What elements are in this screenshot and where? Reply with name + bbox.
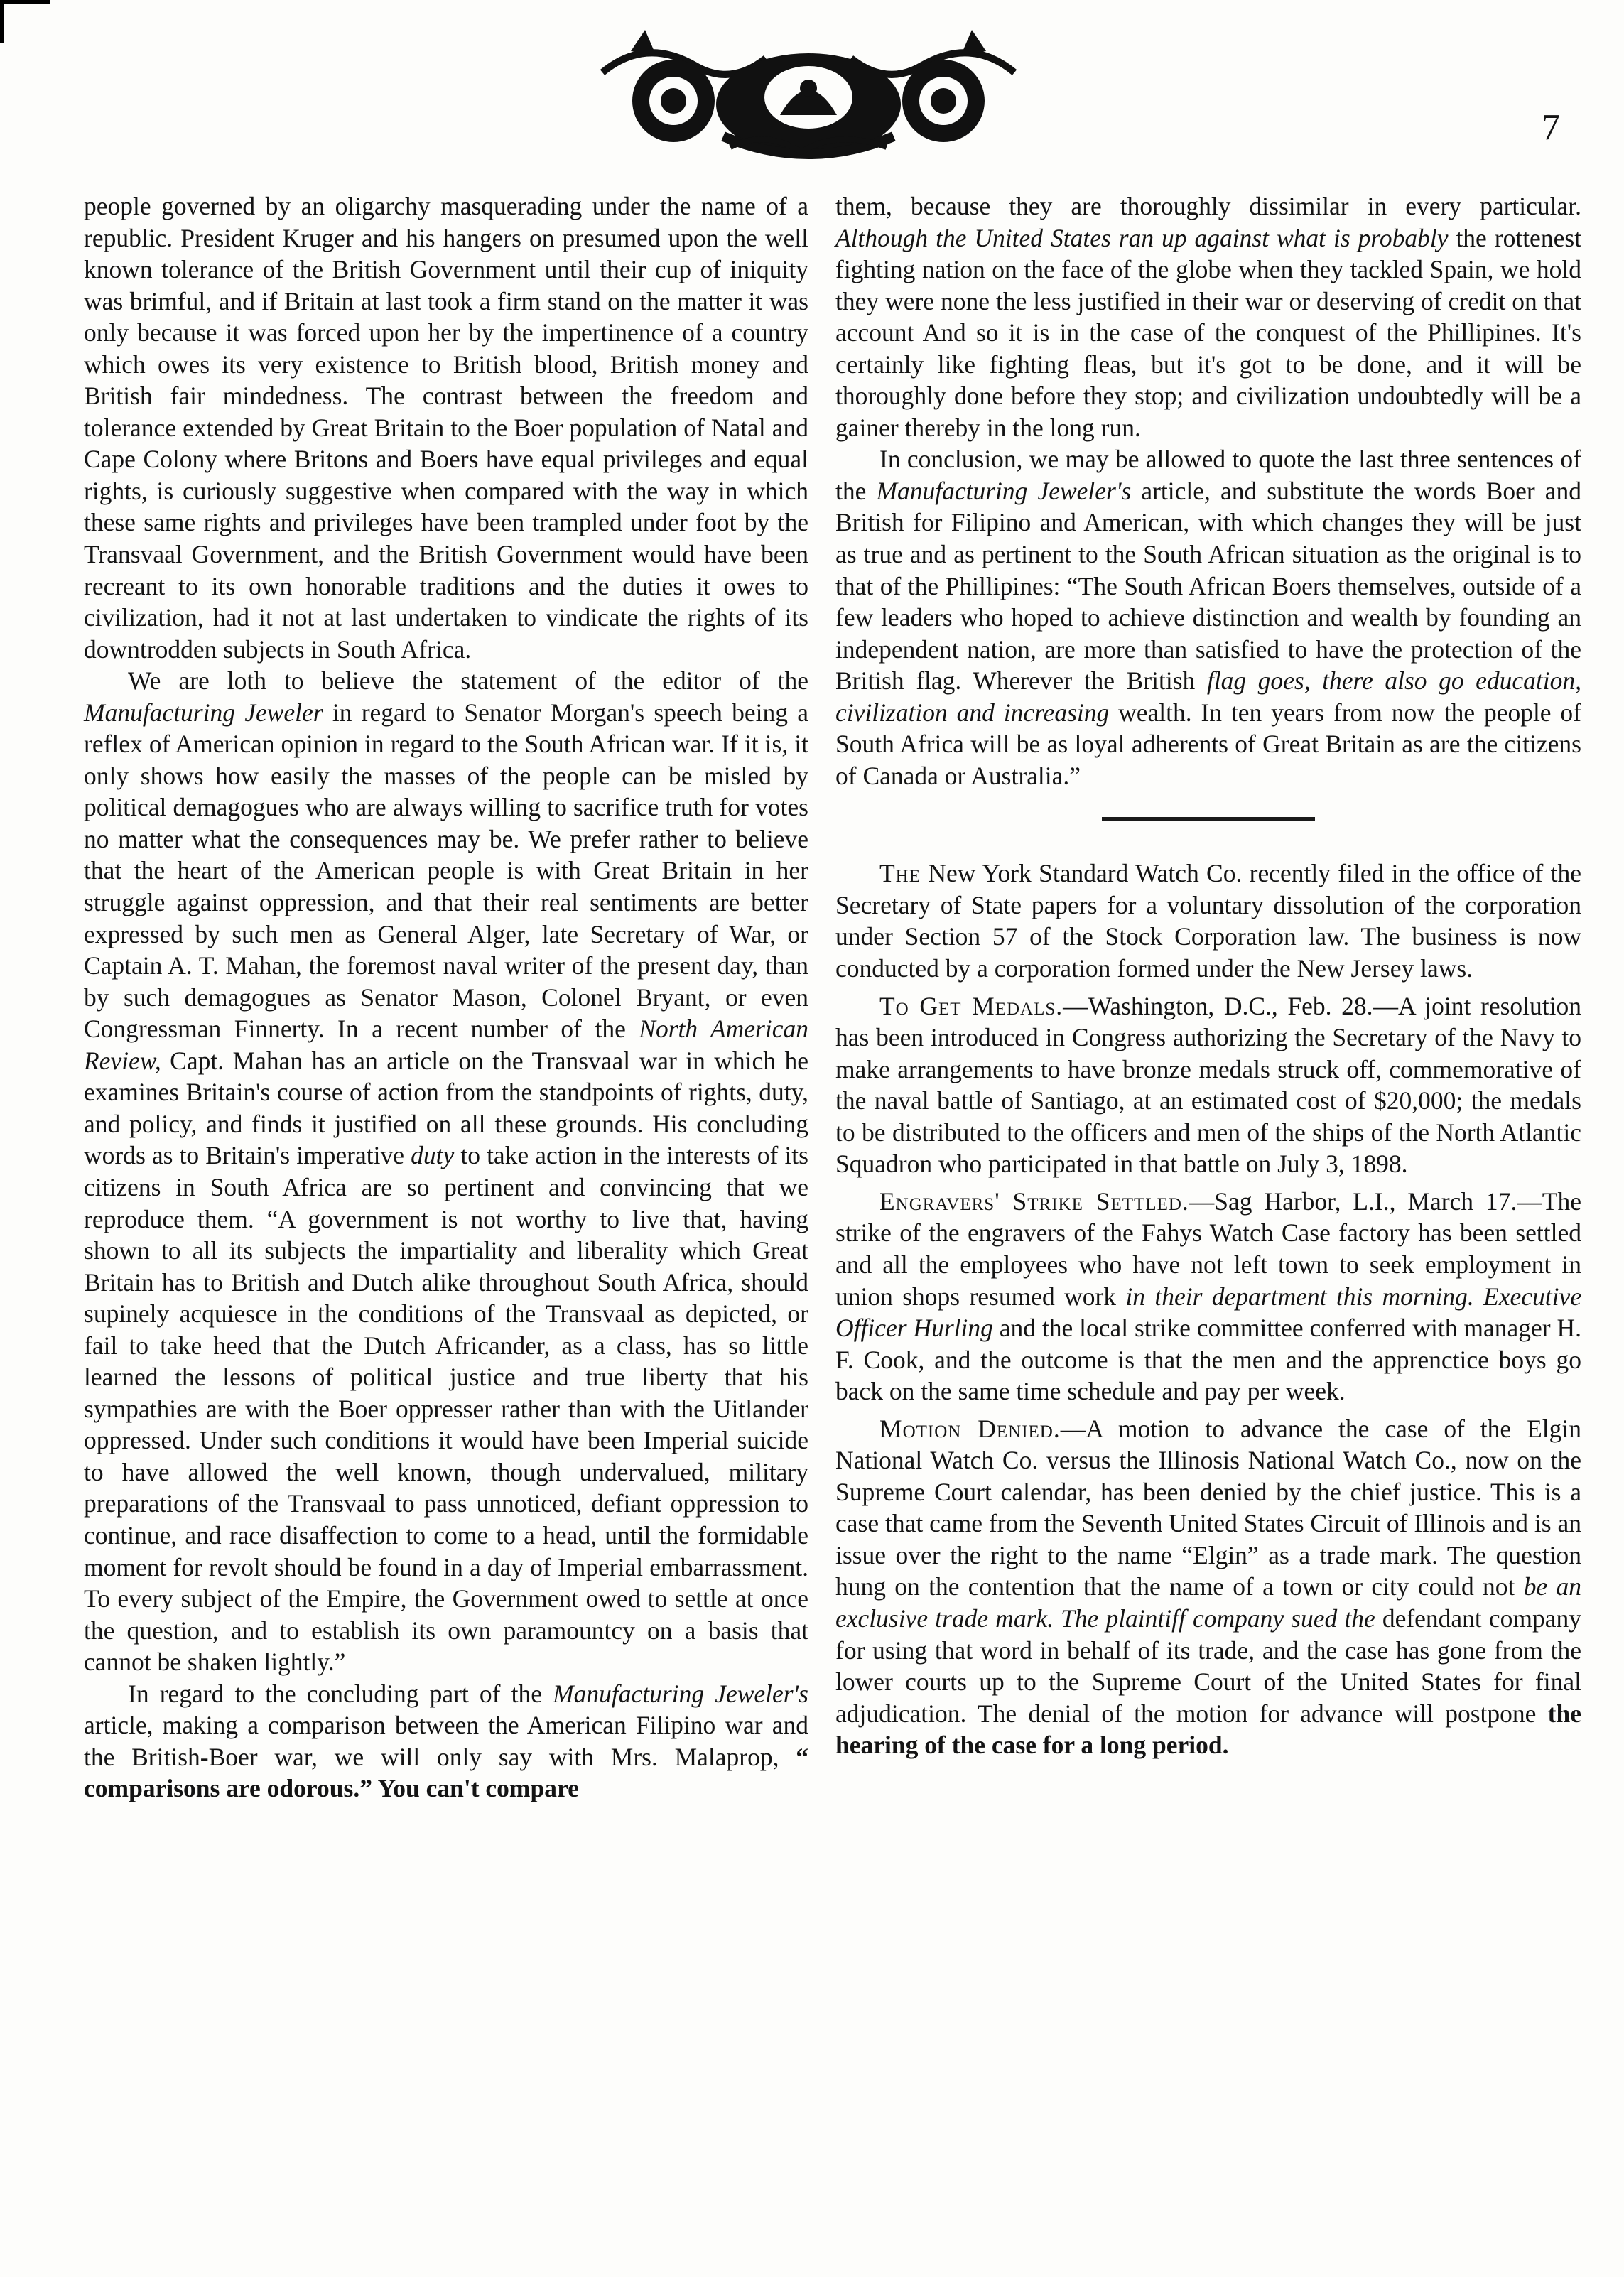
floral-headpiece-ornament-icon — [588, 23, 1029, 165]
publication-title: Manufacturing Jeweler's — [876, 476, 1132, 505]
paragraph-text: wealth. In ten years from now the people of South Africa will be as loyal adherents of Great Britain as are the citizens of Canada or Australia.” — [835, 698, 1581, 790]
italic-text: Although the United States ran up against what is probably — [835, 223, 1449, 252]
news-item-text: —Sag Harbor, L.I., March 17.—The strike of the engravers of the Fahys Watch Case factory has been settled and all the employees who have not left town to seek employment in union shops resumed work — [835, 1186, 1581, 1311]
publication-title: North American Review, — [84, 1015, 808, 1075]
publication-title: Manufacturing Jeweler — [84, 698, 323, 727]
news-item — [835, 1413, 1581, 1761]
paragraph-text: in regard to Senator Morgan's speech being a reflex of American opinion in regard to the South African war. If it is, it only shows how easily the masses of the people can be misled by political demagogues who are always willing to sacrifice truth for votes no matter what the consequences may be. We prefer rather to believe that the heart of the American people is with Great Britain in her struggle against oppression, and that their real sentiments are better expressed by such men as General Alger, late Secretary of War, or Captain A. T. Mahan, the foremost naval writer of the present day, than by such demagogues as Senator Mason, Colonel Bryant, or even Congressman Finnerty. In a recent number of the — [84, 698, 808, 1044]
scan-corner-mark — [0, 0, 50, 4]
paragraph-text: them, because they are thoroughly dissimilar in every particular. — [835, 192, 1581, 220]
news-item-text: defendant company for using that word in behalf of its trade, and the case has gone from the lower courts up to the Supreme Court of the United States for final adjudication. The denial of the motion for advance will postpone — [835, 1603, 1581, 1728]
article-paragraph — [84, 1678, 808, 1805]
publication-title: Manufacturing Jeweler's — [553, 1679, 808, 1708]
paragraph-text: In regard to the concluding part of the — [128, 1679, 553, 1708]
news-item — [835, 858, 1581, 984]
paragraph-text: to take action in the interests of its citizens in South Africa are so pertinent and convincing that we reproduce them. “A government is not worthy to live that, having shown to all its subjects the impartiality and liberality which Great Britain has to British and Dutch alike throughout South Africa, should supinely acquiesce in the conditions of the Transvaal as depicted, or fail to take heed that the Dutch Africander, as a class, has so little learned the lessons of political justice and true liberty that his sympathies are with the Boer oppresser rather than with the Uitlander oppressed. Under such conditions it would have been Imperial suicide to have allowed the well known, though undervalued, military preparations of the Transvaal to pass unnoticed, defiant oppression to continue, and race disaffection to come to a head, until the formidable moment for revolt should be found in a day of Imperial embarrassment. To every subject of the Empire, the Government owed to settle at once the question, and to establish its own paramountcy on a basis that cannot be shaken lightly.” — [84, 1141, 808, 1677]
italic-text: be an exclusive trade mark. The plaintiff company sued the — [835, 1572, 1581, 1633]
paragraph-text: We are loth to believe the statement of the editor of the — [128, 666, 808, 696]
news-item-lead: The — [879, 859, 921, 888]
news-item-lead: To Get Medals. — [879, 991, 1063, 1020]
bold-text: “ comparisons are odorous.” You can't compare — [84, 1742, 808, 1803]
paragraph-text: the rottenest fighting nation on the face of the globe when they tackled Spain, we hold they were none the less justified in their war or deserving of credit on that account And so it is in the case of the conquest of the Phillipines. It's certainly like fighting fleas, but it's got to be done, and it will be thoroughly done before they stop; and civilization undoubtedly will be a gainer thereby in the long run. — [835, 223, 1581, 442]
paragraph-text: article, making a comparison between the American Filipino war and the British-Boer war, we will only say with Mrs. Malaprop, — [84, 1711, 808, 1771]
paragraph-text: In conclusion, we may be allowed to quote the last three sentences of the — [835, 445, 1581, 505]
bold-text: the hearing of the case for a long period. — [835, 1699, 1581, 1760]
paragraph-text: Capt. Mahan has an article on the Transvaal war in which he examines Britain's course of action from the standpoints of rights, duty, and policy, and finds it justified on all these grounds. His concluding words as to Britain's imperative — [84, 1046, 808, 1170]
news-item-text: and the local strike committee conferred with manager H. F. Cook, and the outcome is that the men and the apprenctice boys go back on the same time schedule and pay per week. — [835, 1314, 1581, 1406]
italic-text: in their department this morning. Executive Officer Hurling — [835, 1282, 1582, 1343]
news-item — [835, 990, 1581, 1180]
article-paragraph — [84, 665, 808, 1678]
article-paragraph — [835, 190, 1581, 443]
section-divider — [1102, 817, 1315, 821]
paragraph-text: people governed by an oligarchy masquerading under the name of a republic. President Kruger and his hangers on presumed upon the well known tolerance of the British Government until their cup of iniquity was brimful, and if Britain at last took a firm stand on the matter it was only because it was forced upon her by the impertinence of a country which owes its very existence to British blood, British money and British fair mindedness. The contrast between the freedom and tolerance extended by Great Britain to the Boer population of Natal and Cape Colony where Britons and Boers have equal privileges and equal rights, is curiously suggestive when compared with the way in which these same rights and privileges have been trampled under foot by the Transvaal Government, and the British Government would have been recreant to its own honorable traditions and the duties it owes to civilization, had it not at last undertaken to vindicate the rights of its downtrodden subjects in South Africa. — [84, 192, 808, 664]
news-item-text: —Washington, D.C., Feb. 28.—A joint resolution has been introduced in Congress authorizing the Secretary of the Navy to make arrangements to have bronze medals struck off, commemorative of the naval battle of Santiago, at an estimated cost of $20,000; the medals to be distributed to the officers and men of the ships of the North Atlantic Squadron who participated in that battle on July 3, 1898. — [835, 991, 1581, 1179]
page-number: 7 — [1542, 107, 1560, 148]
news-item-lead: Engravers' Strike Settled. — [879, 1186, 1189, 1216]
left-column — [84, 190, 808, 1805]
right-column — [835, 190, 1581, 1761]
news-item-text: —A motion to advance the case of the Elgin National Watch Co. versus the Illinosis National Watch Co., now on the Supreme Court calendar, has been denied by the chief justice. This is a case that came from the Seventh United States Circuit of Illinois and is an issue over the right to the name “Elgin” as a trade mark. The question hung on the contention that the name of a town or city could not — [835, 1414, 1582, 1601]
article-paragraph — [84, 190, 808, 665]
emphasized-word: duty — [411, 1141, 455, 1170]
news-item-text: New York Standard Watch Co. recently filed in the office of the Secretary of State papers for a voluntary dissolution of the corporation under Section 57 of the Stock Corporation law. The business is now conducted by a corporation formed under the New Jersey laws. — [835, 859, 1581, 983]
news-item-lead: Motion Denied. — [879, 1414, 1061, 1443]
italic-text: flag goes, there also go education, civilization and increasing — [835, 666, 1581, 727]
news-item — [835, 1186, 1581, 1407]
scan-corner-mark-vertical — [0, 0, 4, 43]
article-paragraph — [835, 443, 1581, 791]
paragraph-text: article, and substitute the words Boer and British for Filipino and American, with which changes they will be just as true and as pertinent to the South African situation as the original is to that of the Phillipines: “The South African Boers themselves, outside of a few leaders who hoped to achieve distinction and wealth by founding an independent nation, are more than satisfied to have the protection of the British flag. Wherever the British — [835, 476, 1582, 696]
